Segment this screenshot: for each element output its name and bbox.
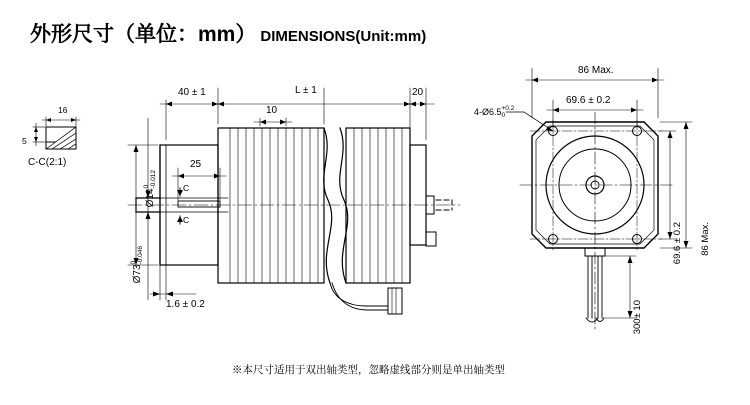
dim-shaft-tol-bot: -0.012 <box>149 170 157 189</box>
dim-outer-right-label: 86 Max. <box>700 222 711 256</box>
dim-shaft-tol-top: 0 <box>143 184 150 189</box>
section-cc-detail <box>33 117 80 149</box>
dim-flange-thickness-label: 1.6 ± 0.2 <box>166 299 205 310</box>
section-width-label: 16 <box>58 105 68 115</box>
section-title-label: C-C(2:1) <box>28 157 67 168</box>
dim-bolt-circle-vert-label: 69.6 ± 0.2 <box>672 222 683 265</box>
dim-lead-length-group <box>632 300 666 335</box>
section-height-label: 5 <box>22 136 27 146</box>
dim-flange-length-label: 40 ± 1 <box>178 87 206 98</box>
dim-pilot-diameter-group <box>130 246 168 284</box>
section-mark-bottom-label: C <box>183 215 190 225</box>
dim-hole-tol-bot: 0 <box>501 111 506 119</box>
dim-shaft-diameter-label: Ø14 <box>145 188 157 208</box>
dim-pilot-diameter-label: Ø73 <box>132 264 144 284</box>
dim-body-length-label: L ± 1 <box>295 85 317 96</box>
dim-hole-tol-top: +0.2 <box>501 105 515 112</box>
front-view-outline <box>520 112 672 330</box>
dim-shaft-diameter-group <box>143 170 181 208</box>
dim-lead-length-label: 300± 10 <box>632 300 643 335</box>
dim-pilot-tol-bot: -0.046 <box>136 246 144 265</box>
dim-key-length-label: 25 <box>190 159 202 170</box>
dim-hole-note-label: 4-Ø6.5 <box>474 106 502 117</box>
dim-key-position-label: 10 <box>266 105 278 116</box>
section-mark-top-label: C <box>183 183 190 193</box>
dim-outer-right-group <box>700 222 734 256</box>
dim-shaft-length-label: 20 <box>412 87 424 98</box>
side-view-dimensions <box>128 85 434 300</box>
dim-outer-top-label: 86 Max. <box>578 65 614 76</box>
dim-pilot-tol-top: 0 <box>130 260 137 265</box>
footnote-text: ※本尺寸适用于双出轴类型，忽略虚线部分则是单出轴类型 <box>232 364 505 376</box>
title-english: DIMENSIONS(Unit:mm) <box>260 28 427 45</box>
title-chinese: 外形尺寸（单位：mm） <box>30 23 257 46</box>
dim-bolt-circle-top-label: 69.6 ± 0.2 <box>566 95 611 106</box>
dim-hole-note-group <box>474 106 514 119</box>
